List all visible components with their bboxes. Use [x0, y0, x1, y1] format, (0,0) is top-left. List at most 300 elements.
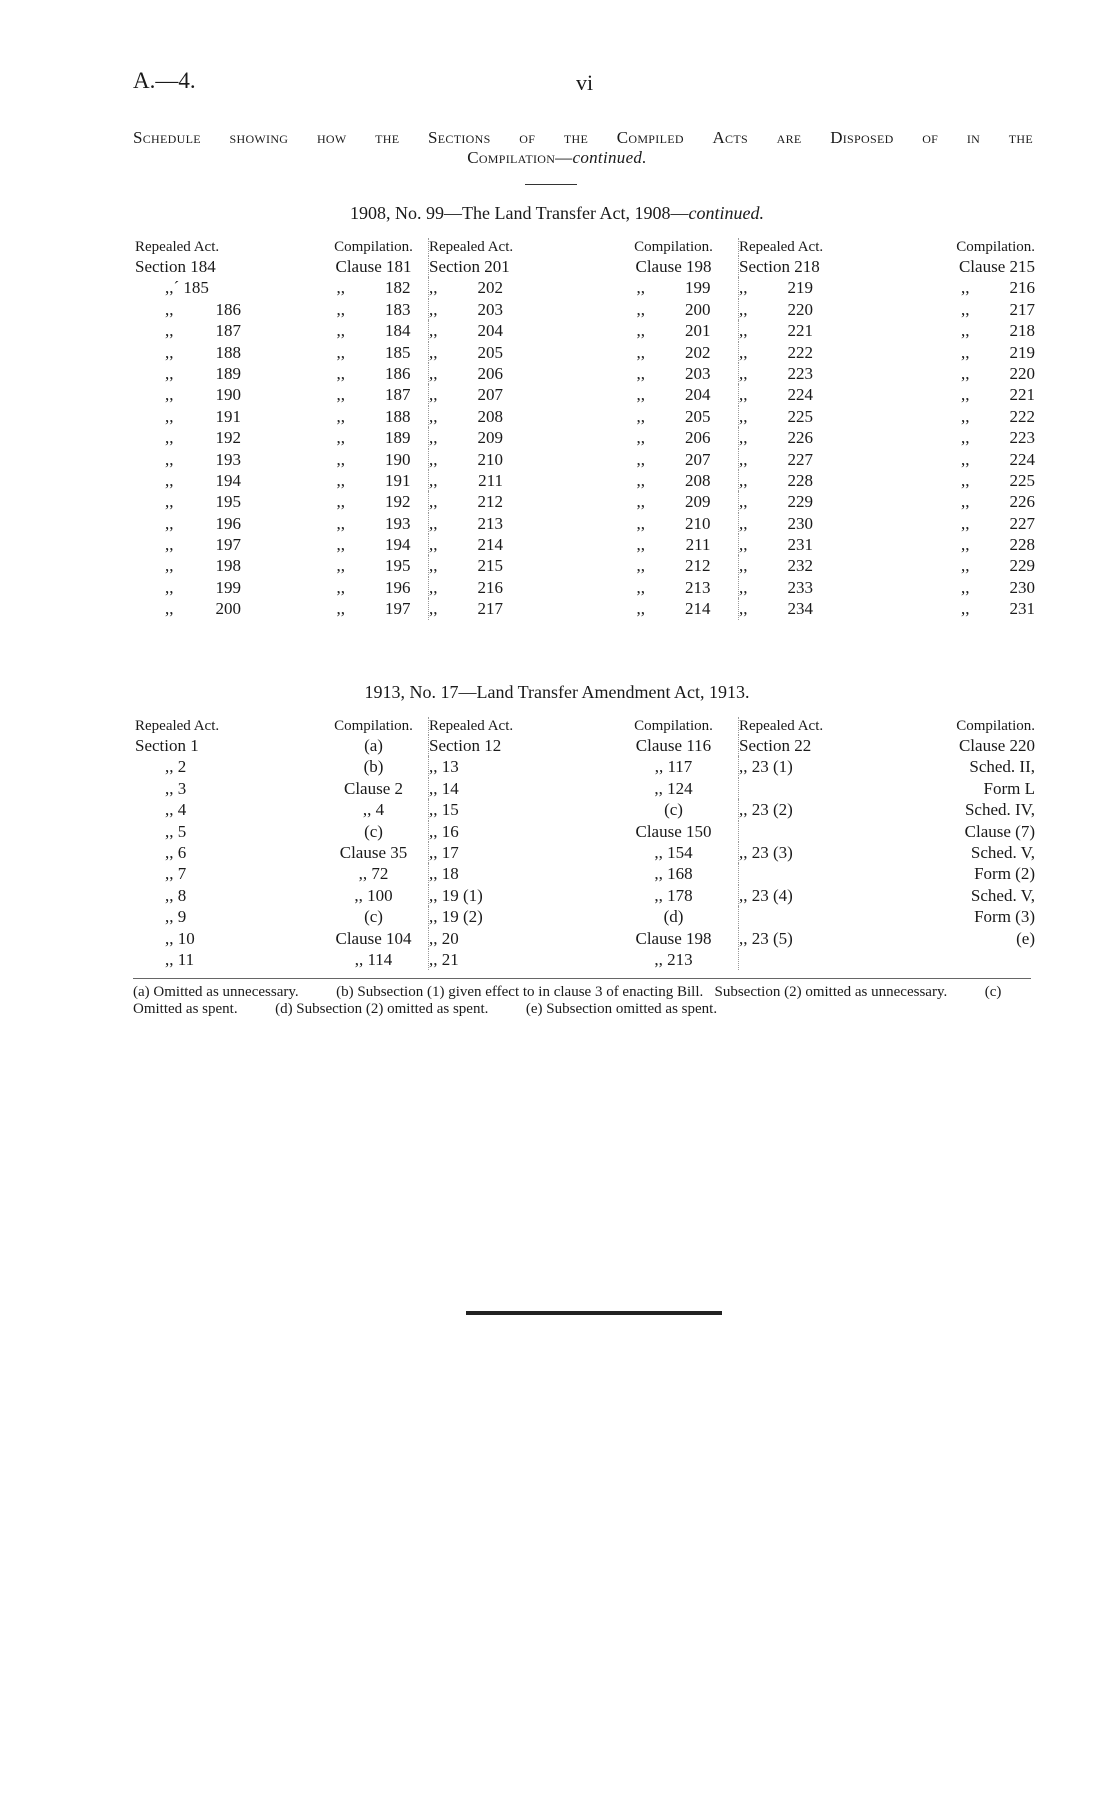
table-row-cell: Form L: [983, 778, 1035, 798]
table-row-cell: Sched. II,: [969, 757, 1035, 777]
ditto-mark: ,,: [429, 342, 438, 362]
table-row-cell: ,, 3: [165, 778, 187, 798]
table-row-cell: [429, 449, 609, 470]
ditto-mark: ,,: [739, 599, 748, 619]
table-row-cell: [319, 299, 429, 320]
ditto-mark: ,,: [739, 342, 748, 362]
cell-value: 194: [215, 470, 241, 490]
table-row-cell: [135, 299, 319, 320]
table-row-cell: [429, 534, 609, 555]
cell-value: 200: [685, 299, 711, 319]
table-row-cell: [429, 384, 609, 405]
table-row-cell: [319, 449, 429, 470]
cell-value: 208: [685, 470, 711, 490]
schedule-heading-line1: [133, 128, 1033, 148]
table-row-cell: [135, 555, 319, 576]
table-row-cell: ,, 18: [429, 864, 459, 884]
table-row-cell: ,, 23 (1): [739, 757, 793, 777]
ditto-mark: ,,: [336, 470, 345, 490]
ditto-mark: ,,: [636, 278, 645, 298]
table-row-cell: Clause 2: [319, 778, 429, 799]
table-row-cell: [429, 320, 609, 341]
cell-value: 210: [685, 513, 711, 533]
table-row-cell: ,, 178: [609, 885, 739, 906]
table-row-cell: (a): [319, 735, 429, 756]
ditto-mark: ,,: [961, 492, 970, 512]
cell-value: 233: [787, 577, 813, 597]
table-row-cell: (c): [609, 799, 739, 820]
table-row-cell: ,, 13: [429, 757, 459, 777]
ditto-mark: ,,: [165, 492, 174, 512]
table-row-cell: ,, 23 (3): [739, 842, 793, 862]
ditto-mark: ,,: [165, 342, 174, 362]
table-row-cell: [739, 470, 919, 491]
ditto-mark: ,,: [165, 363, 174, 383]
cell-value: 202: [685, 342, 711, 362]
table-row-cell: [739, 449, 919, 470]
cell-value: 214: [477, 535, 503, 555]
ditto-mark: ,,: [336, 428, 345, 448]
cell-value: 219: [1009, 342, 1035, 362]
ditto-mark: ,,: [739, 299, 748, 319]
ditto-mark: ,,: [739, 363, 748, 383]
table-row-cell: Section 218: [739, 257, 820, 276]
table-row-cell: [919, 449, 1035, 470]
heading-word: of: [519, 128, 536, 147]
cell-value: 224: [787, 385, 813, 405]
ditto-mark: ,,: [429, 321, 438, 341]
cell-value: 220: [787, 299, 813, 319]
table-row-cell: (c): [319, 906, 429, 927]
table-row-cell: ,, 2: [165, 757, 187, 777]
cell-value: 221: [1009, 385, 1035, 405]
table-row-cell: [135, 598, 319, 619]
table-row-cell: [429, 577, 609, 598]
ditto-mark: ,,: [636, 577, 645, 597]
ditto-mark: ,,: [636, 492, 645, 512]
table-row-cell: [429, 598, 609, 619]
ditto-mark: ,,: [636, 299, 645, 319]
table-row-cell: Clause 35: [319, 842, 429, 863]
cell-value: 217: [477, 599, 503, 619]
ditto-mark: ,,: [165, 535, 174, 555]
ditto-mark: ,,: [739, 321, 748, 341]
table-row-cell: [609, 384, 739, 405]
table-row-cell: ,, 19 (2): [429, 907, 483, 927]
table-row-cell: [319, 363, 429, 384]
table-row-cell: [919, 406, 1035, 427]
page-reference: A.—4.: [133, 68, 196, 93]
act2-table: [135, 717, 1035, 970]
column-header: Repealed Act.: [429, 239, 514, 255]
ditto-mark: ,,: [739, 470, 748, 490]
cell-value: 224: [1009, 449, 1035, 469]
ditto-mark: ,,: [165, 299, 174, 319]
cell-value: 214: [685, 599, 711, 619]
end-rule: [466, 1311, 722, 1315]
table-row-cell: [919, 470, 1035, 491]
ditto-mark: ,,: [961, 556, 970, 576]
table-row-cell: [739, 427, 919, 448]
table-row-cell: [609, 491, 739, 512]
cell-value: 197: [385, 599, 411, 619]
table-row-cell: [429, 513, 609, 534]
cell-value: 211: [478, 470, 503, 490]
ditto-mark: ,,: [636, 599, 645, 619]
ditto-mark: ,,: [961, 321, 970, 341]
table-row-cell: [135, 427, 319, 448]
ditto-mark: ,,: [636, 342, 645, 362]
table-row-cell: ,, 23 (2): [739, 800, 793, 820]
cell-value: 227: [787, 449, 813, 469]
cell-value: 192: [385, 492, 411, 512]
table-row-cell: (b): [319, 756, 429, 777]
table-row-cell: [429, 555, 609, 576]
ditto-mark: ,,: [429, 470, 438, 490]
cell-value: 199: [215, 577, 241, 597]
table-row-cell: [739, 320, 919, 341]
cell-value: 183: [385, 299, 411, 319]
cell-value: 212: [685, 556, 711, 576]
table-row-cell: ,, 23 (5): [739, 928, 793, 948]
ditto-mark: ,,: [961, 470, 970, 490]
heading-word: showing: [229, 128, 289, 147]
cell-value: 209: [477, 428, 503, 448]
ditto-mark: ,,: [429, 577, 438, 597]
table-row-cell: Clause 116: [609, 735, 739, 756]
ditto-mark: ,,: [739, 428, 748, 448]
ditto-mark: ,,: [739, 577, 748, 597]
heading-word: Sections: [428, 128, 491, 147]
table-row-cell: [739, 534, 919, 555]
table-row-cell: ,, 21: [429, 949, 459, 969]
heading-continued: continued.: [572, 148, 647, 167]
table-row-cell: [319, 406, 429, 427]
cell-value: 225: [787, 406, 813, 426]
ditto-mark: ,,: [165, 599, 174, 619]
cell-value: 209: [685, 492, 711, 512]
table-row-cell: Clause 220: [958, 736, 1035, 755]
ditto-mark: ,,: [961, 599, 970, 619]
column-header: Compilation.: [609, 238, 739, 256]
heading-word: the: [563, 128, 589, 147]
table-row-cell: [609, 342, 739, 363]
ditto-mark: ,,: [429, 406, 438, 426]
ditto-mark: ,,: [636, 321, 645, 341]
table-row-cell: [429, 299, 609, 320]
table-row-cell: [319, 320, 429, 341]
table-row-cell: [739, 513, 919, 534]
ditto-mark: ,,: [165, 321, 174, 341]
table-row-cell: Clause 104: [319, 928, 429, 949]
table-row-cell: [739, 299, 919, 320]
table-row-cell: [739, 949, 919, 970]
table-row-cell: [319, 384, 429, 405]
table-row-cell: [919, 363, 1035, 384]
cell-value: 207: [685, 449, 711, 469]
footnotes: (a) Omitted as unnecessary. (b) Subsection (1) given effect to in clause 3 of enacting Bill. Subsection (2) omitted as unnecessary. (c) Omitted as spent. (d) Subsection (2) omitted as spent. (e) Subsection omitted as spent.: [133, 984, 1006, 1017]
cell-value: 215: [477, 556, 503, 576]
cell-value: 187: [215, 321, 241, 341]
cell-value: 204: [685, 385, 711, 405]
heading-word: Compiled: [616, 128, 684, 147]
ditto-mark: ,,: [429, 513, 438, 533]
ditto-mark: ,,: [429, 535, 438, 555]
ditto-mark: ,,: [636, 385, 645, 405]
cell-value: 229: [787, 492, 813, 512]
cell-value: 195: [385, 556, 411, 576]
table-row-cell: Sched. V,: [970, 842, 1035, 862]
act1-title-main: 1908, No. 99—The Land Transfer Act, 1908—: [350, 203, 689, 223]
table-row-cell: [135, 470, 319, 491]
cell-value: 184: [385, 321, 411, 341]
table-row-cell: [609, 406, 739, 427]
table-row-cell: [319, 513, 429, 534]
table-row-cell: [319, 491, 429, 512]
table-row-cell: ,, 114: [319, 949, 429, 970]
table-row-cell: ,, 10: [165, 928, 195, 948]
ditto-mark: ,,: [636, 449, 645, 469]
table-row-cell: [739, 598, 919, 619]
cell-value: 205: [685, 406, 711, 426]
cell-value: 196: [215, 513, 241, 533]
cell-value: 234: [787, 599, 813, 619]
cell-value: 189: [215, 363, 241, 383]
table-row-cell: [739, 778, 919, 799]
ditto-mark: ,,: [336, 342, 345, 362]
column-header: Repealed Act.: [739, 239, 824, 255]
cell-value: 212: [477, 492, 503, 512]
table-row-cell: [919, 555, 1035, 576]
ditto-mark: ,,: [636, 406, 645, 426]
table-row-cell: Clause 215: [958, 257, 1035, 276]
cell-value: 222: [1009, 406, 1035, 426]
cell-value: 210: [477, 449, 503, 469]
ditto-mark: ,,: [961, 299, 970, 319]
table-row-cell: ,, 8: [165, 885, 187, 905]
ditto-mark: ,,: [336, 492, 345, 512]
table-row-cell: Clause (7): [964, 821, 1035, 841]
table-row-cell: [919, 491, 1035, 512]
table-row-cell: [919, 277, 1035, 298]
table-row-cell: [739, 821, 919, 842]
ditto-mark: ,,: [961, 278, 970, 298]
ditto-mark: ,,: [739, 406, 748, 426]
table-row-cell: ,,´ 185: [165, 278, 209, 298]
ditto-mark: ,,: [636, 428, 645, 448]
table-row-cell: ,, 154: [609, 842, 739, 863]
table-row-cell: (e): [1016, 928, 1035, 948]
ditto-mark: ,,: [165, 449, 174, 469]
table-row-cell: [739, 555, 919, 576]
cell-value: 206: [477, 363, 503, 383]
cell-value: 218: [1009, 321, 1035, 341]
cell-value: 191: [385, 470, 411, 490]
cell-value: 232: [787, 556, 813, 576]
table-row-cell: [609, 555, 739, 576]
column-header: Repealed Act.: [135, 239, 220, 255]
ditto-mark: ,,: [336, 577, 345, 597]
table-row-cell: [739, 406, 919, 427]
table-row-cell: [135, 406, 319, 427]
table-row-cell: [919, 427, 1035, 448]
heading-compilation: Compilation—: [467, 148, 573, 167]
column-header: Repealed Act.: [429, 718, 514, 734]
table-row-cell: [135, 320, 319, 341]
table-row-cell: [319, 577, 429, 598]
cell-value: 196: [385, 577, 411, 597]
ditto-mark: ,,: [429, 299, 438, 319]
ditto-mark: ,,: [961, 513, 970, 533]
ditto-mark: ,,: [961, 342, 970, 362]
table-row-cell: [919, 384, 1035, 405]
table-row-cell: [135, 384, 319, 405]
cell-value: 222: [787, 342, 813, 362]
cell-value: 202: [477, 278, 503, 298]
ditto-mark: ,,: [636, 513, 645, 533]
table-row-cell: [429, 277, 609, 298]
ditto-mark: ,,: [961, 363, 970, 383]
heading-word: the: [375, 128, 400, 147]
table-row-cell: Section 1: [135, 736, 199, 755]
table-row-cell: Sched. IV,: [964, 800, 1035, 820]
table-row-cell: [609, 449, 739, 470]
ditto-mark: ,,: [739, 449, 748, 469]
ditto-mark: ,,: [961, 449, 970, 469]
ditto-mark: ,,: [636, 470, 645, 490]
ditto-mark: ,,: [961, 535, 970, 555]
table-row-cell: [135, 342, 319, 363]
cell-value: 231: [787, 535, 813, 555]
schedule-heading-line2: [0, 148, 1114, 168]
table-row-cell: [135, 491, 319, 512]
cell-value: 231: [1009, 599, 1035, 619]
ditto-mark: ,,: [636, 556, 645, 576]
table-row-cell: [919, 342, 1035, 363]
heading-word: Acts: [712, 128, 748, 147]
act1-table: [135, 238, 1035, 620]
page-number: vi: [576, 70, 594, 95]
table-row-cell: ,, 20: [429, 928, 459, 948]
act2-title: 1913, No. 17—Land Transfer Amendment Act, 1913.: [364, 682, 750, 702]
table-row-cell: Form (3): [974, 907, 1035, 927]
cell-value: 223: [1009, 428, 1035, 448]
cell-value: 205: [477, 342, 503, 362]
cell-value: 193: [385, 513, 411, 533]
table-row-cell: (d): [609, 906, 739, 927]
ditto-mark: ,,: [165, 428, 174, 448]
table-row-cell: [319, 534, 429, 555]
cell-value: 198: [215, 556, 241, 576]
cell-value: 219: [787, 278, 813, 298]
ditto-mark: ,,: [429, 556, 438, 576]
cell-value: 206: [685, 428, 711, 448]
table-row-cell: [609, 277, 739, 298]
cell-value: 190: [215, 385, 241, 405]
table-row-cell: [319, 342, 429, 363]
cell-value: 194: [385, 535, 411, 555]
table-row-cell: [429, 342, 609, 363]
ditto-mark: ,,: [429, 363, 438, 383]
column-header: Repealed Act.: [739, 718, 824, 734]
table-row-cell: [429, 363, 609, 384]
table-row-cell: [319, 555, 429, 576]
table-row-cell: [919, 320, 1035, 341]
table-row-cell: ,, 17: [429, 842, 459, 862]
cell-value: 228: [1009, 535, 1035, 555]
table-row-cell: [739, 342, 919, 363]
table-row-cell: ,, 4: [165, 800, 187, 820]
table-row-cell: ,, 23 (4): [739, 885, 793, 905]
ditto-mark: ,,: [336, 363, 345, 383]
table-row-cell: [429, 470, 609, 491]
table-row-cell: [319, 427, 429, 448]
table-row-cell: ,, 117: [609, 756, 739, 777]
column-header: Compilation.: [319, 717, 429, 735]
table-row-cell: [739, 491, 919, 512]
table-row-cell: Section 22: [739, 736, 812, 755]
table-row-cell: [319, 470, 429, 491]
ditto-mark: ,,: [429, 385, 438, 405]
ditto-mark: ,,: [429, 428, 438, 448]
table-row-cell: [739, 384, 919, 405]
table-row-cell: ,, 213: [609, 949, 739, 970]
cell-value: 213: [477, 513, 503, 533]
cell-value: 216: [477, 577, 503, 597]
table-row-cell: Clause 198: [609, 256, 739, 277]
cell-value: 213: [685, 577, 711, 597]
ditto-mark: ,,: [336, 449, 345, 469]
ditto-mark: ,,: [336, 406, 345, 426]
table-row-cell: ,, 124: [609, 778, 739, 799]
table-row-cell: [429, 427, 609, 448]
ditto-mark: ,,: [429, 492, 438, 512]
table-row-cell: [609, 598, 739, 619]
ditto-mark: ,,: [961, 428, 970, 448]
ditto-mark: ,,: [739, 513, 748, 533]
cell-value: 211: [685, 535, 711, 555]
table-row-cell: ,, 7: [165, 864, 187, 884]
table-row-cell: Clause 181: [319, 256, 429, 277]
table-row-cell: [609, 470, 739, 491]
cell-value: 199: [685, 278, 711, 298]
heading-word: in: [966, 128, 981, 147]
ditto-mark: ,,: [429, 278, 438, 298]
table-row-cell: Section 201: [429, 257, 510, 276]
ditto-mark: ,,: [739, 535, 748, 555]
table-row-cell: Clause 150: [609, 821, 739, 842]
table-row-cell: [135, 534, 319, 555]
cell-value: 230: [1009, 577, 1035, 597]
table-row-cell: [135, 577, 319, 598]
table-row-cell: ,, 9: [165, 907, 187, 927]
table-row-cell: ,, 16: [429, 821, 459, 841]
table-row-cell: ,, 19 (1): [429, 885, 483, 905]
cell-value: 190: [385, 449, 411, 469]
heading-word: Disposed: [830, 128, 894, 147]
table-row-cell: [609, 513, 739, 534]
cell-value: 193: [215, 449, 241, 469]
table-row-cell: [739, 906, 919, 927]
cell-value: 220: [1009, 363, 1035, 383]
ditto-mark: ,,: [429, 449, 438, 469]
cell-value: 204: [477, 321, 503, 341]
ditto-mark: ,,: [336, 535, 345, 555]
cell-value: 229: [1009, 556, 1035, 576]
table-row-cell: ,, 15: [429, 800, 459, 820]
cell-value: 207: [477, 385, 503, 405]
ditto-mark: ,,: [165, 470, 174, 490]
